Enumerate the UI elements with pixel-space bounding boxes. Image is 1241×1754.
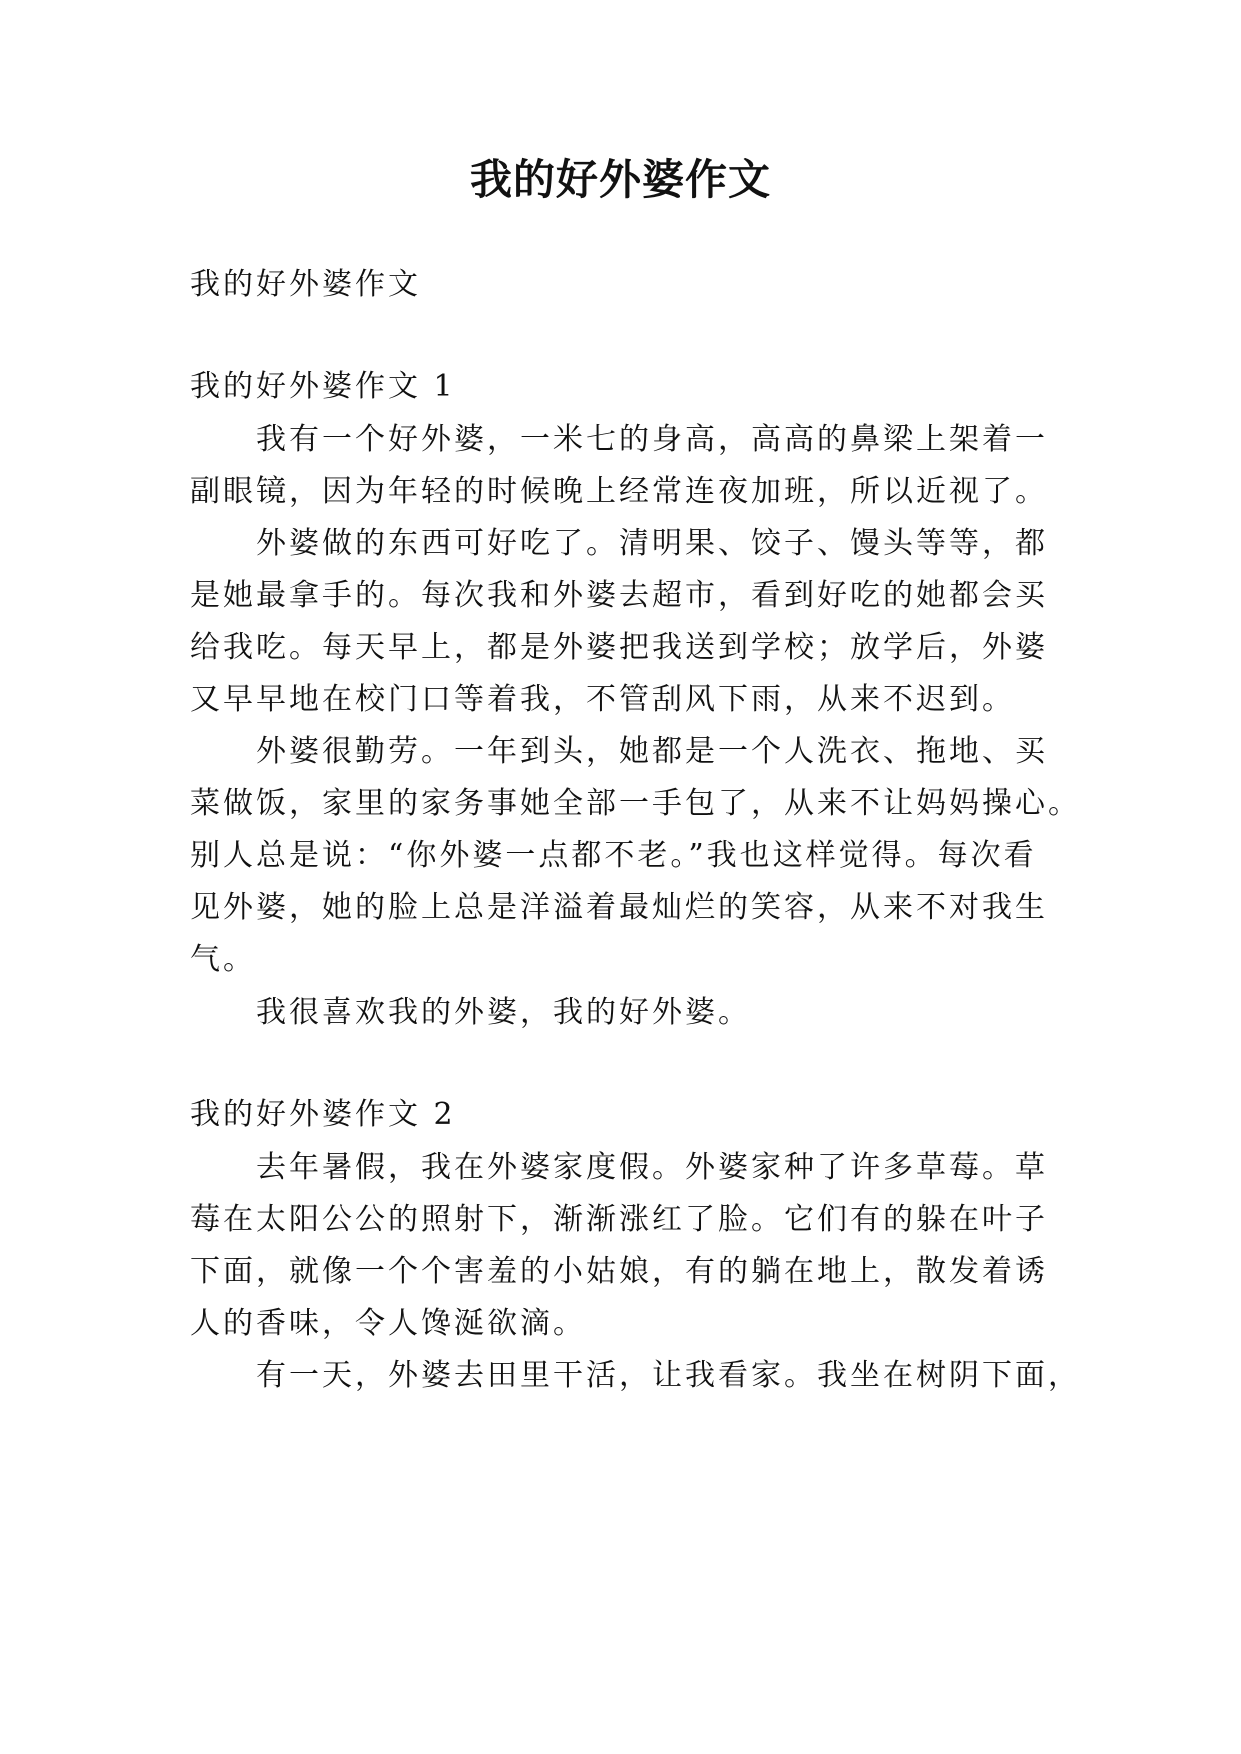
paragraph-line: 我很喜欢我的外婆，我的好外婆。 (256, 995, 751, 1030)
paragraph-line: 别人总是说：“你外婆一点都不老。”我也这样觉得。每次看 (190, 838, 1037, 873)
document-title: 我的好外婆作文 (469, 155, 771, 204)
paragraph-line: 去年暑假，我在外婆家度假。外婆家种了许多草莓。草 (256, 1150, 1048, 1185)
paragraph-line: 下面，就像一个个害羞的小姑娘，有的躺在地上，散发着诱 (190, 1254, 1048, 1289)
paragraph-line: 副眼镜，因为年轻的时候晚上经常连夜加班，所以近视了。 (190, 474, 1048, 509)
paragraph-line: 给我吃。每天早上，都是外婆把我送到学校；放学后，外婆 (190, 630, 1048, 665)
paragraph-line: 见外婆，她的脸上总是洋溢着最灿烂的笑容，从来不对我生 (190, 890, 1048, 925)
paragraph-line: 是她最拿手的。每次我和外婆去超市，看到好吃的她都会买 (190, 578, 1048, 613)
paragraph-line: 气。 (190, 942, 256, 977)
paragraph-line: 外婆很勤劳。一年到头，她都是一个人洗衣、拖地、买 (256, 734, 1048, 769)
document-subtitle: 我的好外婆作文 (190, 267, 421, 302)
paragraph-line: 莓在太阳公公的照射下，渐渐涨红了脸。它们有的躲在叶子 (190, 1202, 1048, 1237)
paragraph-line: 有一天，外婆去田里干活，让我看家。我坐在树阴下面， (256, 1358, 1081, 1393)
section-heading: 我的好外婆作文 2 (190, 1097, 456, 1132)
paragraph-line: 菜做饭，家里的家务事她全部一手包了，从来不让妈妈操心。 (190, 786, 1081, 821)
paragraph-line: 又早早地在校门口等着我，不管刮风下雨，从来不迟到。 (190, 682, 1015, 717)
section-heading: 我的好外婆作文 1 (190, 369, 456, 404)
paragraph-line: 外婆做的东西可好吃了。清明果、饺子、馒头等等，都 (256, 526, 1048, 561)
paragraph-line: 我有一个好外婆，一米七的身高，高高的鼻梁上架着一 (256, 422, 1048, 457)
paragraph-line: 人的香味，令人馋涎欲滴。 (190, 1306, 586, 1341)
